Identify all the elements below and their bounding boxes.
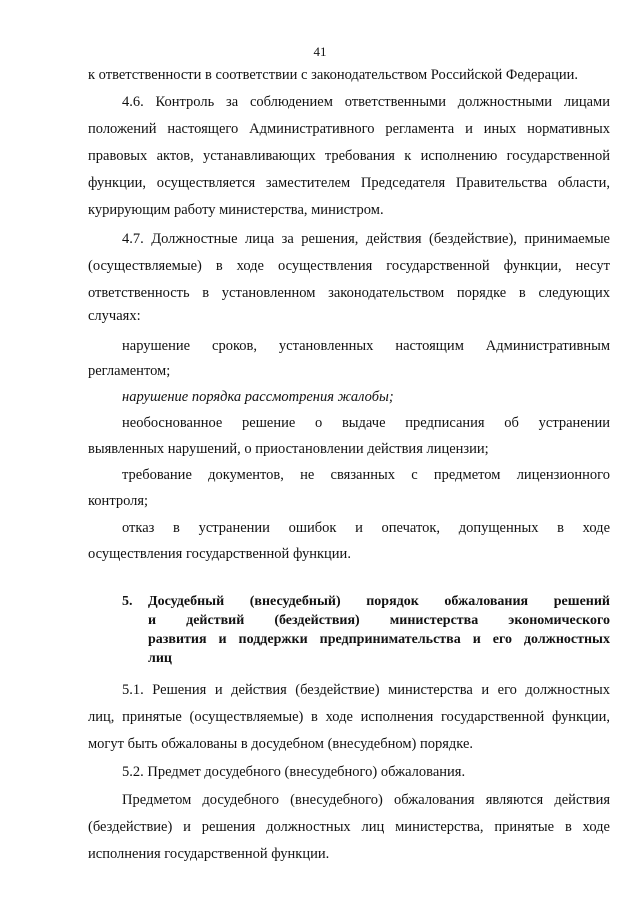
p46-line-1: 4.6. Контроль за соблюдением ответственными должностными лицами	[122, 94, 610, 110]
paragraph-liability-end: к ответственности в соответствии с законодательством Российской Федерации.	[88, 67, 578, 83]
p46-line-2: положений настоящего Административного регламента и иных нормативных	[88, 121, 610, 137]
case-5-line-1: отказ в устранении ошибок и опечаток, допущенных в ходе	[122, 520, 610, 536]
section-5-title	[148, 592, 610, 668]
case-4-line-2: контроля;	[88, 493, 149, 509]
heading-line-4: лиц	[148, 651, 172, 666]
p47-line-3: ответственность в установленном законодательством порядке в следующих	[88, 285, 610, 301]
p51-line-2: лиц, принятые (осуществляемые) в ходе исполнения государственной функции,	[88, 709, 610, 725]
case-5-line-2: осуществления государственной функции.	[88, 546, 351, 562]
heading-line-1: Досудебный (внесудебный) порядок обжалования решений	[148, 594, 610, 609]
case-4-line-1: требование документов, не связанных с предметом лицензионного	[122, 467, 610, 483]
section-5-number: 5.	[122, 594, 133, 609]
p53-line-3: исполнения государственной функции.	[88, 846, 330, 862]
p47-line-4: случаях:	[88, 308, 141, 324]
p53-line-1: Предметом досудебного (внесудебного) обжалования являются действия	[122, 792, 610, 808]
p47-line-1: 4.7. Должностные лица за решения, действия (бездействие), принимаемые	[122, 231, 610, 247]
p46-line-4: функции, осуществляется заместителем Председателя Правительства области,	[88, 175, 610, 191]
case-2: нарушение порядка рассмотрения жалобы;	[122, 389, 394, 405]
case-1-line-2: регламентом;	[88, 363, 171, 379]
p53-line-2: (бездействие) и решения должностных лиц министерства, принятые в ходе	[88, 819, 610, 835]
p51-line-1: 5.1. Решения и действия (бездействие) министерства и его должностных	[122, 682, 610, 698]
heading-line-3: развития и поддержки предпринимательства и его должностных	[148, 632, 610, 647]
p46-line-3: правовых актов, устанавливающих требования к исполнению государственной	[88, 148, 610, 164]
case-3-line-2: выявленных нарушений, о приостановлении действия лицензии;	[88, 441, 489, 457]
case-1-line-1: нарушение сроков, установленных настоящим Административным	[122, 338, 610, 354]
page-number: 41	[313, 44, 327, 59]
p46-line-5: курирующим работу министерства, министром.	[88, 202, 384, 218]
heading-line-2: и действий (бездействия) министерства экономического	[148, 613, 610, 628]
paragraph-5-2: 5.2. Предмет досудебного (внесудебного) обжалования.	[122, 764, 466, 780]
p51-line-3: могут быть обжалованы в досудебном (внесудебном) порядке.	[88, 736, 474, 752]
case-3-line-1: необоснованное решение о выдаче предписания об устранении	[122, 415, 610, 431]
p47-line-2: (осуществляемые) в ходе осуществления государственной функции, несут	[88, 258, 610, 274]
